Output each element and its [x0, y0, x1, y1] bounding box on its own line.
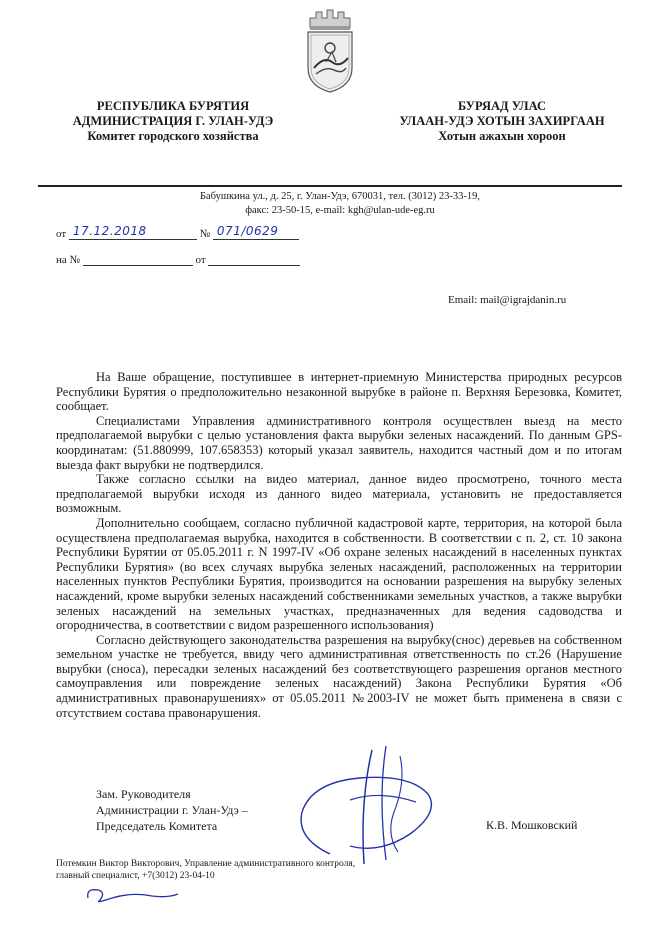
address-line2: факс: 23-50-15, e-mail: kgh@ulan-ude-eg.ru — [245, 205, 435, 216]
handwritten-signature — [290, 742, 450, 872]
paragraph-3: Также согласно ссылки на видео материал, данное видео просмотрено, точного места предполагаемой вырубки исходя из данного видео материала, установить не предоставляется возможным. — [56, 472, 622, 516]
executor-line1: Потемкин Виктор Викторович, Управление административного контроля, — [56, 859, 356, 869]
signatory-line2: Администрации г. Улан-Удэ – — [96, 803, 248, 817]
header-left-line3: Комитет городского хозяйства — [87, 129, 259, 143]
paragraph-4: Дополнительно сообщаем, согласно публичной кадастровой карте, территория, на которой была осуществлена предполагаемая вырубка, находится в собственности. В соответствии с п. 2, ст. 10 закона Республики Бурятии от 05.05.2011 г. N 1997-IV «Об охране зеленых насаждений в населенных пунктах Республики Бурятия» (во всех случаях вырубка зеленых насаждений, расположенных на территории населенных пунктов Республики Бурятия, производится на основании разрешения на вырубку зеленых насаждений, кроме вырубки зеленых насаждений собственниками земельных участков, а также вырубки зеленых насаждений на земельных участках, предназначенных для ведения садоводства и огородничества, в соответствии с видом разрешенного использования) — [56, 515, 622, 633]
incoming-number-field — [83, 252, 193, 266]
paragraph-5: Согласно действующего законодательства разрешения на вырубку(снос) деревьев на собственном земельном участке не требуется, ввиду чего административная ответственность по ст.26 (Нарушение вырубки (сноса), пересадки зеленых насаждений без соответствующего разрешения органов местного самоуправления или повреждение зеленых насаждений) Закона Республики Бурятия «Об административных правонарушениях» от 05.05.2011 №2003-IV не может быть применена в связи с отсутствием состава правонарушения. — [56, 632, 622, 720]
header-divider — [38, 185, 622, 187]
header-right-line1: БУРЯАД УЛАС — [457, 99, 547, 113]
no-label: № — [199, 228, 211, 240]
date-field — [69, 226, 197, 240]
executor-line2: главный специалист, +7(3012) 23-04-10 — [56, 871, 215, 881]
handwritten-mark — [82, 884, 182, 906]
signatory-name: К.В. Мошковский — [486, 818, 578, 832]
header-right — [386, 99, 618, 144]
header-right-line2: УЛААН-УДЭ ХОТЫН ЗАХИРГААН — [399, 114, 605, 128]
paragraph-2: Специалистами Управления административного контроля осуществлен выезд на место предполагаемой вырубки с целью установления факта вырубки зеленых насаждений. По данным GPS-координатам: (51.880999, 107.658353) который указал заявитель, находится частный дом и по итогам выезда факт вырубки не подтвердился. — [56, 413, 622, 472]
header-left-line1: РЕСПУБЛИКА БУРЯТИЯ — [96, 99, 250, 113]
paragraph-1: На Ваше обращение, поступившее в интернет-приемную Министерства природных ресурсов Республики Бурятия о предположительно незаконной вырубке в районе п. Верхняя Березовка, Комитет, сообщает. — [56, 370, 622, 414]
incoming-fields — [56, 252, 300, 266]
signatory-title — [96, 786, 248, 834]
recipient-email: Email: mail@igrajdanin.ru — [448, 294, 567, 306]
outgoing-fields — [56, 226, 299, 240]
coat-of-arms-icon — [302, 6, 358, 94]
date-handwritten: 17.12.2018 — [72, 224, 147, 238]
header-left-line2: АДМИНИСТРАЦИЯ Г. УЛАН-УДЭ — [72, 114, 274, 128]
letter-body — [56, 370, 622, 720]
address-block — [150, 190, 530, 218]
number-handwritten: 071/0629 — [216, 224, 279, 238]
header-right-line3: Хотын ажахын хороон — [438, 129, 566, 143]
ot2-label: от — [195, 254, 206, 266]
signatory-line1: Зам. Руководителя — [96, 787, 191, 801]
number-field — [213, 226, 299, 240]
address-line1: Бабушкина ул., д. 25, г. Улан-Удэ, 670031, тел. (3012) 23-33-19, — [199, 191, 481, 202]
executor-info — [56, 858, 355, 882]
ot-label: от — [56, 228, 67, 240]
na-label: на № — [56, 254, 81, 266]
incoming-date-field — [208, 252, 300, 266]
signatory-line3: Председатель Комитета — [96, 819, 218, 833]
header-left — [60, 99, 286, 144]
